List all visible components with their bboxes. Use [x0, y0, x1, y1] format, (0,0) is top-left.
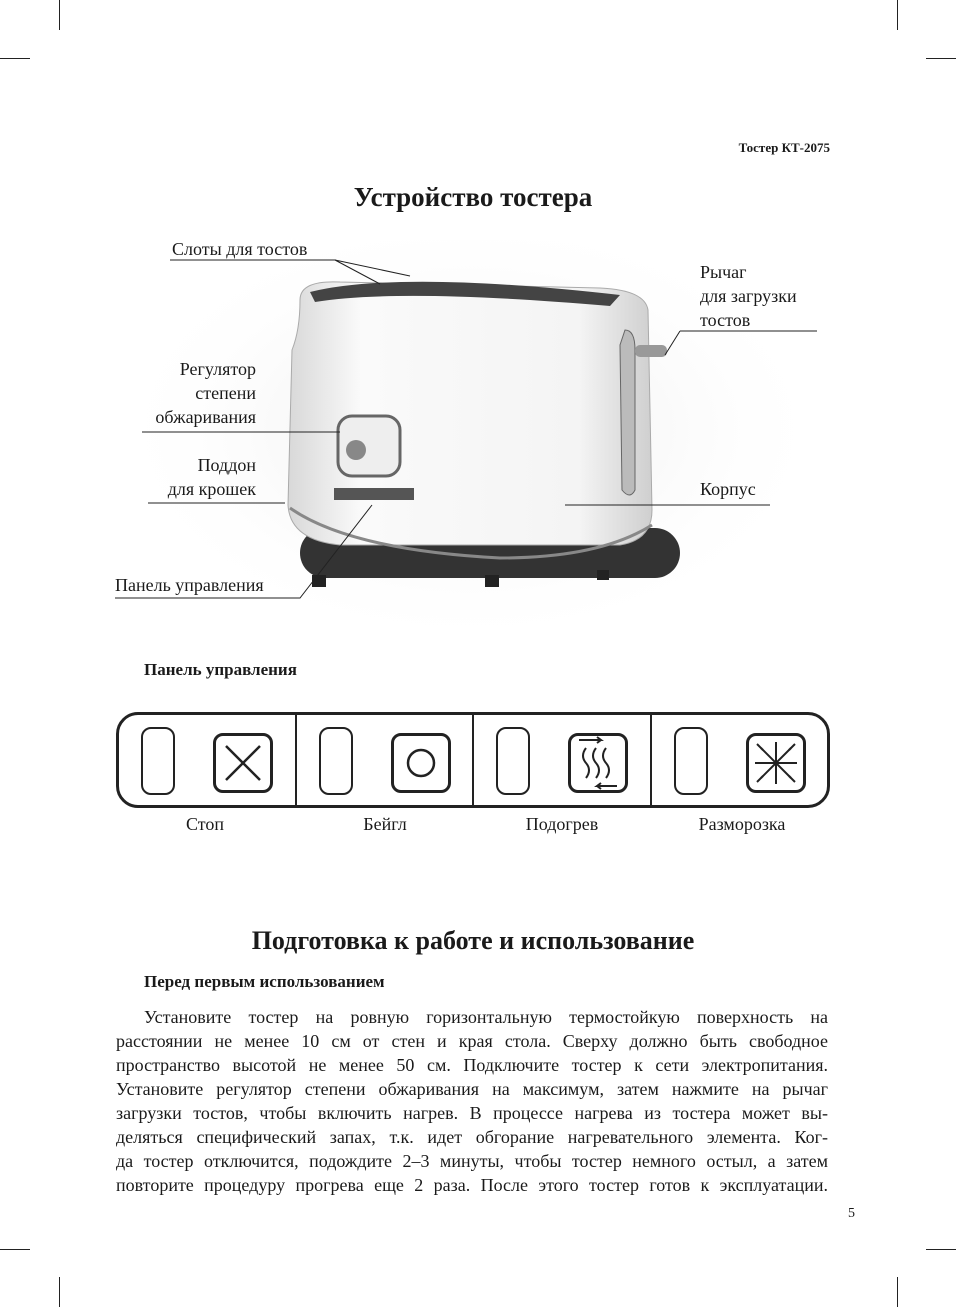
panel-cell-bagel [297, 715, 475, 805]
label-line: Рычаг [700, 262, 747, 282]
label-line: тостов [700, 310, 751, 330]
running-header: Тостер КТ-2075 [738, 140, 830, 155]
indicator-slot [496, 727, 530, 795]
label-line: для загрузки [700, 286, 797, 306]
stop-x-icon [213, 733, 273, 793]
crop-mark [0, 1249, 30, 1250]
crop-mark [926, 58, 956, 59]
panel-cell-reheat [474, 715, 652, 805]
label-line: Регулятор [179, 359, 256, 379]
text-line: Установите тостер на ровную горизонтальную термостойкую поверхность на [144, 1007, 828, 1027]
label-line: обжаривания [155, 407, 256, 427]
toaster-image [288, 282, 680, 587]
crop-mark [0, 58, 30, 59]
text-line: загрузки тостов, чтобы включить нагрев. В процессе нагрева из тостера может вы- [116, 1103, 828, 1123]
section-title: Устройство тостера [353, 182, 593, 212]
page-number: 5 [848, 1206, 855, 1221]
label-line: степени [195, 383, 256, 403]
panel-heading: Панель управления [144, 660, 297, 679]
label-line: для крошек [167, 479, 256, 499]
label-body: Корпус [700, 479, 756, 499]
text-line: деляться специфический запах, т.к. идет обгорание нагревательного элемента. Ког- [116, 1127, 828, 1147]
panel-cell-defrost [652, 715, 828, 805]
crop-mark [59, 0, 60, 30]
text-line: пространство высотой не менее 50 см. Подключите тостер к сети электропитания. [116, 1055, 828, 1075]
crop-mark [897, 1277, 898, 1307]
bagel-circle-icon [391, 733, 451, 793]
defrost-snowflake-icon [746, 733, 806, 793]
label-regulator [100, 357, 256, 429]
crop-mark [926, 1249, 956, 1250]
reheat-icon [568, 733, 628, 793]
section-title: Подготовка к работе и использование [251, 926, 695, 955]
text-line: повторите процедуру прогрева еще 2 раза. После этого тостер готов к эксплуатации. [116, 1175, 828, 1195]
button-label-reheat: Подогрев [525, 814, 599, 834]
subsection-title: Перед первым использованием [144, 972, 385, 991]
label-line: Поддон [197, 455, 256, 475]
text-line: да тостер отключится, подождите 2–3 минуты, чтобы тостер немного остыл, а затем [116, 1151, 828, 1171]
crop-mark [59, 1277, 60, 1307]
label-panel: Панель управления [115, 575, 264, 595]
indicator-slot [319, 727, 353, 795]
indicator-slot [141, 727, 175, 795]
indicator-slot [674, 727, 708, 795]
label-slots: Слоты для тостов [172, 239, 308, 259]
label-lever [700, 260, 797, 332]
text-line: расстоянии не менее 10 см от стен и края стола. Сверху должно быть свободное [116, 1031, 828, 1051]
button-label-bagel: Бейгл [363, 814, 407, 834]
panel-cell-stop [119, 715, 297, 805]
text-line: Установите регулятор степени обжаривания на максимум, затем нажмите на рычаг [116, 1079, 828, 1099]
label-tray [100, 453, 256, 501]
crop-mark [897, 0, 898, 30]
body-paragraph [116, 1005, 828, 1197]
button-label-defrost: Разморозка [698, 814, 786, 834]
control-panel [116, 712, 830, 808]
button-label-stop: Стоп [185, 814, 225, 834]
